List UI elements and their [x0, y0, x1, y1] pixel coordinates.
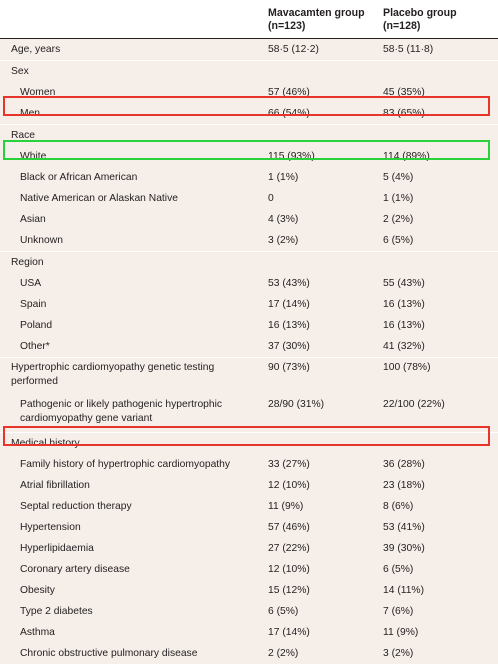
row-label: Poland — [20, 320, 53, 331]
table-row — [0, 273, 498, 294]
column-header-placebo-name: Placebo group — [383, 7, 457, 19]
mavacamten-value: 58·5 (12·2) — [268, 44, 319, 55]
row-label: Medical history — [11, 438, 80, 449]
placebo-value: 45 (35%) — [383, 87, 425, 98]
mavacamten-value: 16 (13%) — [268, 320, 310, 331]
row-label: Coronary artery disease — [20, 564, 130, 575]
placebo-value: 58·5 (11·8) — [383, 44, 434, 55]
row-label: Men — [20, 108, 41, 119]
placebo-value: 8 (6%) — [383, 501, 414, 512]
placebo-value: 41 (32%) — [383, 341, 425, 352]
table-row — [0, 124, 498, 146]
mavacamten-value: 57 (46%) — [268, 522, 310, 533]
table-row — [0, 475, 498, 496]
mavacamten-value: 11 (9%) — [268, 501, 304, 512]
placebo-value: 23 (18%) — [383, 480, 425, 491]
table-row — [0, 395, 498, 432]
row-label: Unknown — [20, 235, 63, 246]
table-row — [0, 622, 498, 643]
mavacamten-value: 0 — [268, 193, 274, 204]
row-label: Hypertrophic cardiomyopathy genetic testing performed — [11, 362, 215, 387]
row-label: Family history of hypertrophic cardiomyopathy — [20, 459, 231, 470]
mavacamten-value: 6 (5%) — [268, 606, 299, 617]
row-label: Native American or Alaskan Native — [20, 193, 178, 204]
placebo-value: 83 (65%) — [383, 108, 425, 119]
table-row — [0, 454, 498, 475]
row-label: Obesity — [20, 585, 55, 596]
placebo-value: 53 (41%) — [383, 522, 425, 533]
row-label: Chronic obstructive pulmonary disease — [20, 648, 198, 659]
table-row — [0, 601, 498, 622]
row-label: Hypertension — [20, 522, 81, 533]
mavacamten-value: 17 (14%) — [268, 299, 310, 310]
mavacamten-value: 17 (14%) — [268, 627, 310, 638]
placebo-value: 6 (5%) — [383, 564, 414, 575]
row-label: Hyperlipidaemia — [20, 543, 94, 554]
column-header-placebo — [383, 7, 457, 33]
table-row — [0, 82, 498, 103]
table-row — [0, 580, 498, 601]
placebo-value: 16 (13%) — [383, 299, 425, 310]
row-label: Asian — [20, 214, 46, 225]
placebo-value: 100 (78%) — [383, 362, 431, 373]
row-label: Age, years — [11, 44, 61, 55]
table-row — [0, 643, 498, 664]
table-row — [0, 315, 498, 336]
table-row — [0, 559, 498, 580]
mavacamten-value: 57 (46%) — [268, 87, 310, 98]
placebo-value: 22/100 (22%) — [383, 399, 445, 410]
table-row — [0, 432, 498, 454]
row-label: Black or African American — [20, 172, 138, 183]
row-label: Asthma — [20, 627, 55, 638]
row-label: Other* — [20, 341, 50, 352]
mavacamten-value: 33 (27%) — [268, 459, 310, 470]
row-label: Atrial fibrillation — [20, 480, 90, 491]
placebo-value: 11 (9%) — [383, 627, 419, 638]
table-row — [0, 167, 498, 188]
mavacamten-value: 53 (43%) — [268, 278, 310, 289]
row-label: Spain — [20, 299, 47, 310]
placebo-value: 16 (13%) — [383, 320, 425, 331]
placebo-value: 7 (6%) — [383, 606, 414, 617]
table-row — [0, 357, 498, 395]
row-label: Type 2 diabetes — [20, 606, 93, 617]
table-header — [0, 0, 498, 39]
row-label: Sex — [11, 66, 29, 77]
row-label: Septal reduction therapy — [20, 501, 132, 512]
mavacamten-value: 12 (10%) — [268, 564, 310, 575]
table-row — [0, 336, 498, 357]
mavacamten-value: 1 (1%) — [268, 172, 299, 183]
table-row — [0, 39, 498, 60]
column-header-placebo-n: (n=128) — [383, 20, 421, 32]
placebo-value: 2 (2%) — [383, 214, 414, 225]
table-row — [0, 517, 498, 538]
placebo-value: 1 (1%) — [383, 193, 414, 204]
table-row — [0, 251, 498, 273]
table-row — [0, 230, 498, 251]
table-row — [0, 496, 498, 517]
mavacamten-value: 90 (73%) — [268, 362, 310, 373]
mavacamten-value: 37 (30%) — [268, 341, 310, 352]
row-label: Women — [20, 87, 56, 98]
placebo-value: 3 (2%) — [383, 648, 414, 659]
table-body — [0, 39, 498, 664]
row-label: Race — [11, 130, 36, 141]
placebo-value: 36 (28%) — [383, 459, 425, 470]
table-row — [0, 60, 498, 82]
table-row — [0, 294, 498, 315]
table-row — [0, 538, 498, 559]
mavacamten-value: 15 (12%) — [268, 585, 310, 596]
mavacamten-value: 3 (2%) — [268, 235, 299, 246]
column-header-mavacamten — [268, 7, 365, 33]
row-label: USA — [20, 278, 42, 289]
placebo-value: 39 (30%) — [383, 543, 425, 554]
table-row — [0, 188, 498, 209]
table-row — [0, 209, 498, 230]
mavacamten-value: 28/90 (31%) — [268, 399, 325, 410]
placebo-value: 55 (43%) — [383, 278, 425, 289]
row-label: White — [20, 151, 47, 162]
placebo-value: 5 (4%) — [383, 172, 414, 183]
table-row — [0, 103, 498, 124]
mavacamten-value: 4 (3%) — [268, 214, 299, 225]
mavacamten-value: 2 (2%) — [268, 648, 299, 659]
row-label: Region — [11, 257, 44, 268]
mavacamten-value: 12 (10%) — [268, 480, 310, 491]
table-row — [0, 146, 498, 167]
mavacamten-value: 66 (54%) — [268, 108, 310, 119]
column-header-mavacamten-name: Mavacamten group — [268, 7, 365, 19]
mavacamten-value: 27 (22%) — [268, 543, 310, 554]
placebo-value: 114 (89%) — [383, 151, 430, 162]
column-header-mavacamten-n: (n=123) — [268, 20, 306, 32]
row-label: Pathogenic or likely pathogenic hypertrophic cardiomyopathy gene variant — [20, 399, 223, 424]
placebo-value: 6 (5%) — [383, 235, 414, 246]
placebo-value: 14 (11%) — [383, 585, 425, 596]
mavacamten-value: 115 (93%) — [268, 151, 315, 162]
